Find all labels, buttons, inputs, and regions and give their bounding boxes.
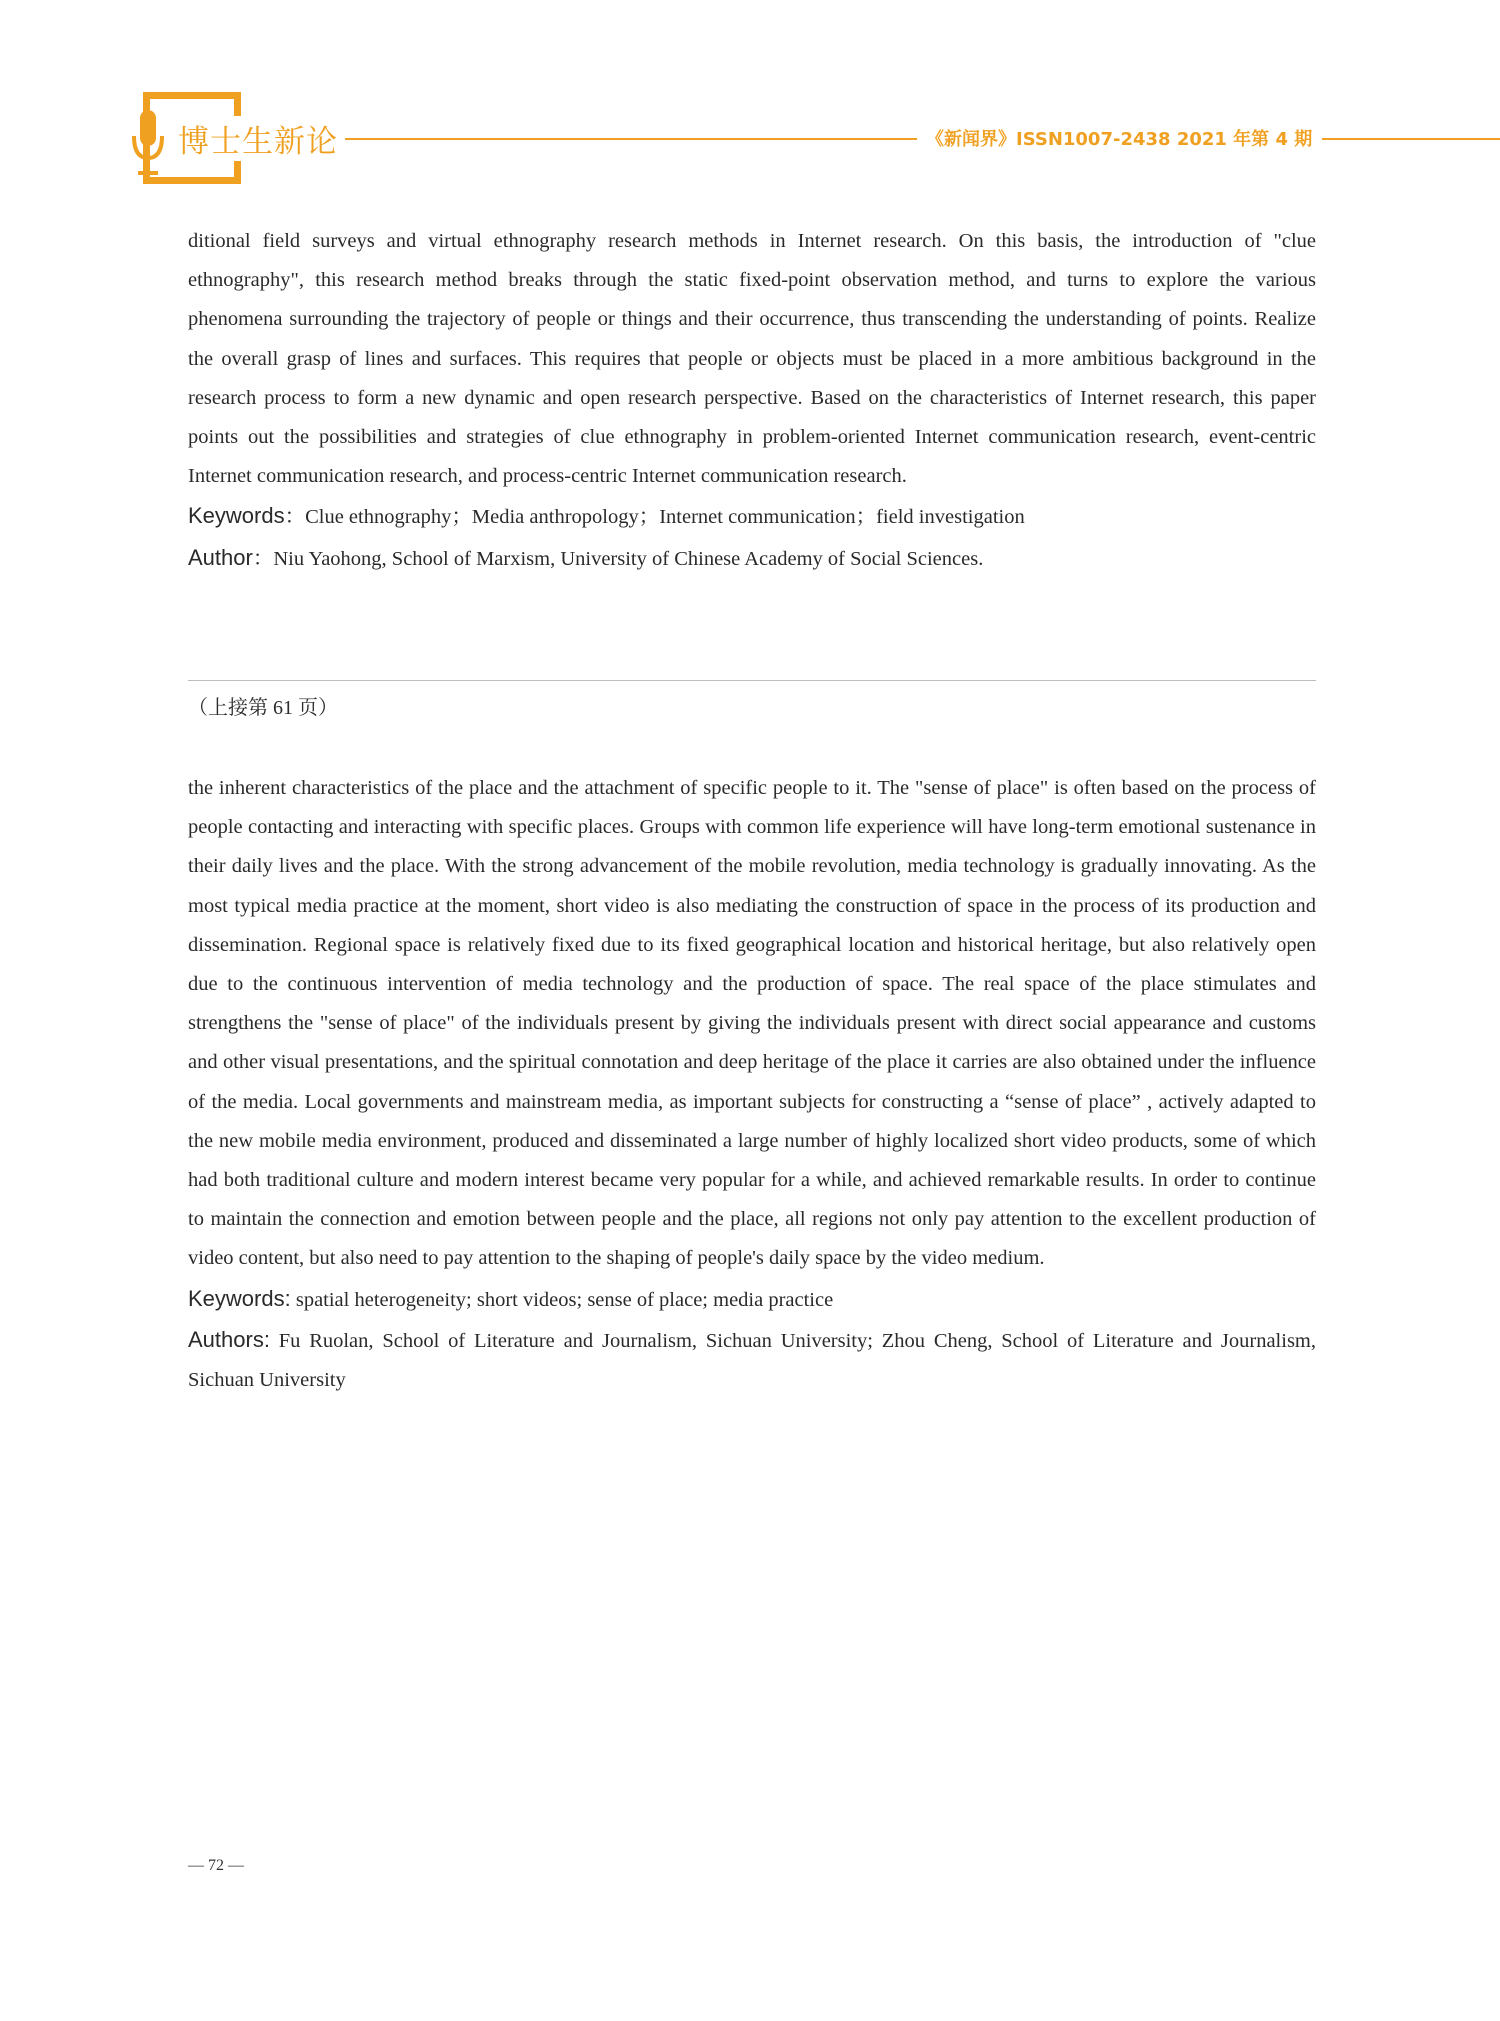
authors-label: Authors: (188, 1326, 270, 1352)
microphone-icon (131, 108, 165, 188)
abstract-1-keywords (188, 496, 1316, 537)
abstract-block-1 (188, 222, 1316, 579)
abstract-block-2 (188, 769, 1316, 1400)
page-number: — 72 — (188, 1857, 244, 1874)
continued-note: （上接第 61 页） (188, 697, 338, 719)
journal-info: 《新闻界》ISSN1007-2438 2021 年第 4 期 (926, 129, 1313, 150)
keywords-label: Keywords: (188, 1285, 291, 1311)
section-divider (188, 680, 1316, 681)
abstract-2-authors (188, 1320, 1316, 1400)
author-label: Author (188, 544, 253, 570)
keywords-text: ：Clue ethnography；Media anthropology；Internet communication；field investigation (284, 506, 1025, 529)
header-rule-left (345, 138, 917, 140)
keywords-label: Keywords (188, 503, 285, 529)
section-title: 博士生新论 (178, 116, 342, 161)
abstract-2-body: the inherent characteristics of the place and the attachment of specific people to it. The "sense of place" is often based on the process of people contacting and interacting with specific places. Groups with common life experience will have long-term emotional sustenance in their daily lives and the place. With the strong advancement of the mobile revolution, media technology is gradually innovating. As the most typical media practice at the moment, short video is also mediating the construction of space in the process of its production and dissemination. Regional space is relatively fixed due to its fixed geographical location and historical heritage, but also relatively open due to the continuous intervention of media technology and the production of space. The real space of the place stimulates and strengthens the "sense of place" of the individuals present by giving the individuals present with direct social appearance and customs and other visual presentations, and the spiritual connotation and deep heritage of the place it carries are also obtained under the influence of the media. Local governments and mainstream media, as important subjects for constructing a “sense of place” , actively adapted to the new mobile media environment, produced and disseminated a large number of highly localized short video products, some of which had both traditional culture and modern interest became very popular for a while, and achieved remarkable results. In order to continue to maintain the connection and emotion between people and the place, all regions not only pay attention to the excellent production of video content, but also need to pay attention to the shaping of people's daily space by the video medium. (188, 777, 1316, 1270)
keywords-text: spatial heterogeneity; short videos; sense of place; media practice (290, 1288, 834, 1311)
header-rule-right (1322, 138, 1500, 140)
author-text: ：Niu Yaohong, School of Marxism, University of Chinese Academy of Social Sciences. (252, 547, 984, 570)
abstract-1-author (188, 538, 1316, 579)
authors-text: Fu Ruolan, School of Literature and Journalism, Sichuan University; Zhou Cheng, School of Literature and Journalism, Sichuan University (188, 1329, 1316, 1392)
abstract-2-keywords (188, 1279, 1316, 1320)
abstract-1-body: ditional field surveys and virtual ethnography research methods in Internet research. On this basis, the introduction of "clue ethnography", this research method breaks through the static fixed-point observation method, and turns to explore the various phenomena surrounding the trajectory of people or things and their occurrence, thus transcending the understanding of points. Realize the overall grasp of lines and surfaces. This requires that people or objects must be placed in a more ambitious background in the research process to form a new dynamic and open research perspective. Based on the characteristics of Internet research, this paper points out the possibilities and strategies of clue ethnography in problem-oriented Internet communication research, event-centric Internet communication research, and process-centric Internet communication research. (188, 230, 1316, 488)
